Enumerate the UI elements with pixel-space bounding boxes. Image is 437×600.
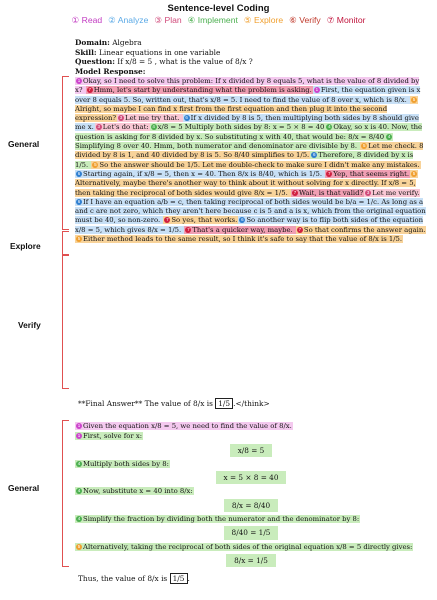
reasoning-text bbox=[75, 77, 427, 244]
sentence-text: Starting again, if x/8 = 5, then x = 40. Then 8/x is 8/40, which is 1/5. bbox=[83, 169, 325, 178]
legend-item: ⑦ Monitor bbox=[326, 15, 366, 25]
code-badge: 7 bbox=[293, 189, 297, 195]
bracket-general bbox=[62, 76, 69, 230]
equation-box: 8/x = 1/5 bbox=[226, 554, 276, 567]
code-badge: 3 bbox=[97, 124, 101, 130]
section-general: General bbox=[8, 139, 40, 149]
coded-sentence bbox=[150, 123, 326, 131]
question-line: Question: If x/8 = 5 , what is the value of 8/x ? bbox=[75, 57, 253, 66]
code-badge: 4 bbox=[77, 488, 81, 494]
sentence-text: Wait, is that valid? bbox=[298, 188, 364, 197]
sentence-text: Now, substitute x = 40 into 8/x: bbox=[83, 487, 193, 496]
legend-item: ① Read bbox=[71, 15, 103, 25]
sentence-text: Let me try that. bbox=[125, 114, 182, 123]
code-badge: 7 bbox=[298, 226, 302, 232]
code-badge: 5 bbox=[94, 161, 97, 167]
sentence-text: Okay, so I need to solve this problem: If x divided by 8 equals 5, what is the value of 8 divided by x? bbox=[75, 77, 420, 95]
solution-sentence bbox=[75, 515, 360, 523]
code-badge: 1 bbox=[77, 423, 81, 428]
coded-sentence bbox=[184, 226, 296, 234]
code-badge: 7 bbox=[187, 226, 190, 232]
code-badge: 1 bbox=[77, 78, 81, 83]
sentence-text: If x divided by 8 is 5, then multiplying both sides by 8 should give me x. bbox=[75, 114, 419, 132]
coded-sentence bbox=[75, 170, 325, 178]
sentence-text: So yes, that works. bbox=[171, 216, 238, 225]
response-label: Model Response: bbox=[75, 66, 146, 76]
solution-text bbox=[75, 421, 427, 570]
coded-sentence bbox=[364, 189, 420, 197]
solution-sentence bbox=[75, 422, 293, 430]
bracket-verify bbox=[62, 255, 69, 389]
sentence-text: Let's do that: bbox=[102, 123, 149, 132]
bracket-general-2 bbox=[62, 420, 69, 567]
sentence-text: That's a quicker way, maybe. bbox=[192, 225, 295, 234]
code-badge: 3 bbox=[119, 115, 123, 121]
code-badge: 5 bbox=[77, 543, 81, 549]
code-badge: 6 bbox=[77, 170, 81, 176]
sentence-text: First, solve for x: bbox=[83, 432, 143, 441]
page-title: Sentence-level Coding bbox=[167, 3, 270, 14]
conclusion-box: 1/5 bbox=[170, 573, 188, 584]
sentence-text: So another way is to flip both sides of the equation x/8 = 5, which gives 8/x = 1/5. bbox=[75, 216, 424, 234]
sentence-text: First, the equation given is x over 8 equals 5. So, written out, that's x/8 = 5. I need to find the value of 8 over x, which is 8/x. bbox=[75, 86, 421, 104]
coded-sentence bbox=[91, 161, 420, 169]
coded-sentence bbox=[75, 235, 403, 243]
code-badge: 4 bbox=[328, 124, 331, 130]
sentence-text: Alright, so maybe I can find x first from the first equation and then plug it into the second expression? bbox=[75, 104, 388, 123]
coded-sentence bbox=[291, 189, 364, 197]
code-badge: 6 bbox=[185, 115, 188, 121]
code-badge: 4 bbox=[77, 516, 81, 522]
code-badge: 7 bbox=[327, 170, 331, 176]
code-badge: 6 bbox=[312, 152, 316, 158]
code-badge: 1 bbox=[315, 87, 319, 93]
final-answer-box: 1/5 bbox=[215, 398, 233, 409]
code-badge: 6 bbox=[241, 217, 244, 223]
legend-item: ⑥ Verify bbox=[289, 15, 321, 25]
sentence-text: Multiply both sides by 8: bbox=[83, 459, 169, 468]
conclusion: Thus, the value of 8/x is 1/5 . bbox=[78, 574, 190, 583]
code-badge: 7 bbox=[88, 87, 91, 93]
equation-box: x = 5 × 8 = 40 bbox=[216, 471, 287, 484]
sentence-text: Alternatively, taking the reciprocal of both sides of the original equation x/8 = 5 directly gives: bbox=[83, 542, 413, 551]
sentence-text: Therefore, 8 divided by x is 1/5. bbox=[75, 151, 414, 169]
code-badge: 5 bbox=[412, 170, 416, 176]
sentence-text: Given the equation x/8 = 5, we need to find the value of 8/x. bbox=[83, 422, 292, 430]
sentence-text: Alternatively, maybe there's another way to think about it without solving for x directly. If x/8 = 5, then taking the reciprocal of both sides would give 8/x = 1/5. bbox=[75, 179, 416, 197]
code-badge: 6 bbox=[77, 198, 81, 204]
legend-item: ④ Implement bbox=[187, 15, 238, 25]
skill-line: Skill: Linear equations in one variable bbox=[75, 47, 221, 57]
sentence-text: If I have an equation a/b = c, then taking reciprocal of both sides would be b/a = 1/c. As long as a and c are not zero, which they aren't here because c is 5 and a is x, which from the original equation must be 40, so non-zero. bbox=[75, 197, 426, 225]
code-badge: 1 bbox=[77, 433, 81, 439]
final-answer: **Final Answer** The value of 8/x is 1/5 .</think> bbox=[78, 399, 270, 408]
solution-sentence bbox=[75, 487, 194, 495]
sentence-text: Yep, that seems right. bbox=[333, 169, 410, 178]
code-badge: 4 bbox=[387, 133, 391, 139]
coded-sentence bbox=[86, 86, 313, 94]
equation-box: 8/40 = 1/5 bbox=[224, 526, 279, 539]
coded-sentence bbox=[117, 114, 183, 122]
coded-sentence bbox=[163, 216, 238, 224]
sentence-text: So that confirms the answer again. bbox=[303, 225, 426, 234]
equation-box: x/8 = 5 bbox=[230, 444, 273, 457]
equation-box: 8/x = 8/40 bbox=[224, 499, 278, 512]
sentence-text: Either method leads to the same result, so I think it's safe to say that the value of 8/x is 1/5. bbox=[83, 235, 403, 244]
code-badge: 3 bbox=[366, 189, 370, 195]
legend-item: ③ Plan bbox=[154, 15, 182, 25]
bracket-explore bbox=[62, 231, 69, 255]
legend bbox=[0, 15, 437, 26]
code-badge: 5 bbox=[412, 96, 416, 102]
code-badge: 7 bbox=[166, 217, 169, 223]
sentence-text: Simplify the fraction by dividing both the numerator and the denominator by 8: bbox=[83, 515, 360, 524]
section-explore: Explore bbox=[10, 241, 41, 251]
code-badge: 5 bbox=[77, 236, 81, 242]
sentence-text: Simplifying 8 over 40. Hmm, both numerator and denominator are divisible by 8. bbox=[75, 142, 360, 151]
sentence-text: x/8 = 5 Multiply both sides by 8: x = 5 × 8 = 40 bbox=[157, 123, 325, 132]
code-badge: 4 bbox=[152, 124, 155, 130]
code-badge: 4 bbox=[77, 460, 81, 466]
coded-sentence bbox=[95, 123, 150, 131]
legend-item: ⑤ Explore bbox=[243, 15, 284, 25]
solution-sentence bbox=[75, 432, 143, 440]
sentence-text: Let me verify. bbox=[372, 188, 420, 197]
solution-sentence bbox=[75, 460, 170, 468]
domain-line: Domain: Algebra bbox=[75, 38, 142, 47]
solution-sentence bbox=[75, 543, 413, 551]
sentence-text: So the answer should be 1/5. Let me double-check to make sure I didn't make any mistakes. bbox=[99, 160, 420, 169]
section-verify: Verify bbox=[18, 320, 41, 330]
coded-sentence bbox=[296, 226, 427, 234]
legend-item: ② Analyze bbox=[108, 15, 149, 25]
coded-sentence bbox=[325, 170, 410, 178]
section-general-2: General bbox=[8, 483, 40, 493]
sentence-text: Okay, so x is 40. Now, the question is asking for 8 divided by x. So substituting x with 40, that would be: 8/x = 8/40 bbox=[75, 123, 423, 141]
sentence-text: Hmm, let's start by understanding what the problem is asking. bbox=[93, 86, 312, 95]
sentence-text: Let me check. 8 divided by 8 is 1, and 40 divided by 8 is 5. So 8/40 simplifies to 1/5. bbox=[75, 142, 424, 160]
code-badge: 5 bbox=[362, 143, 366, 149]
